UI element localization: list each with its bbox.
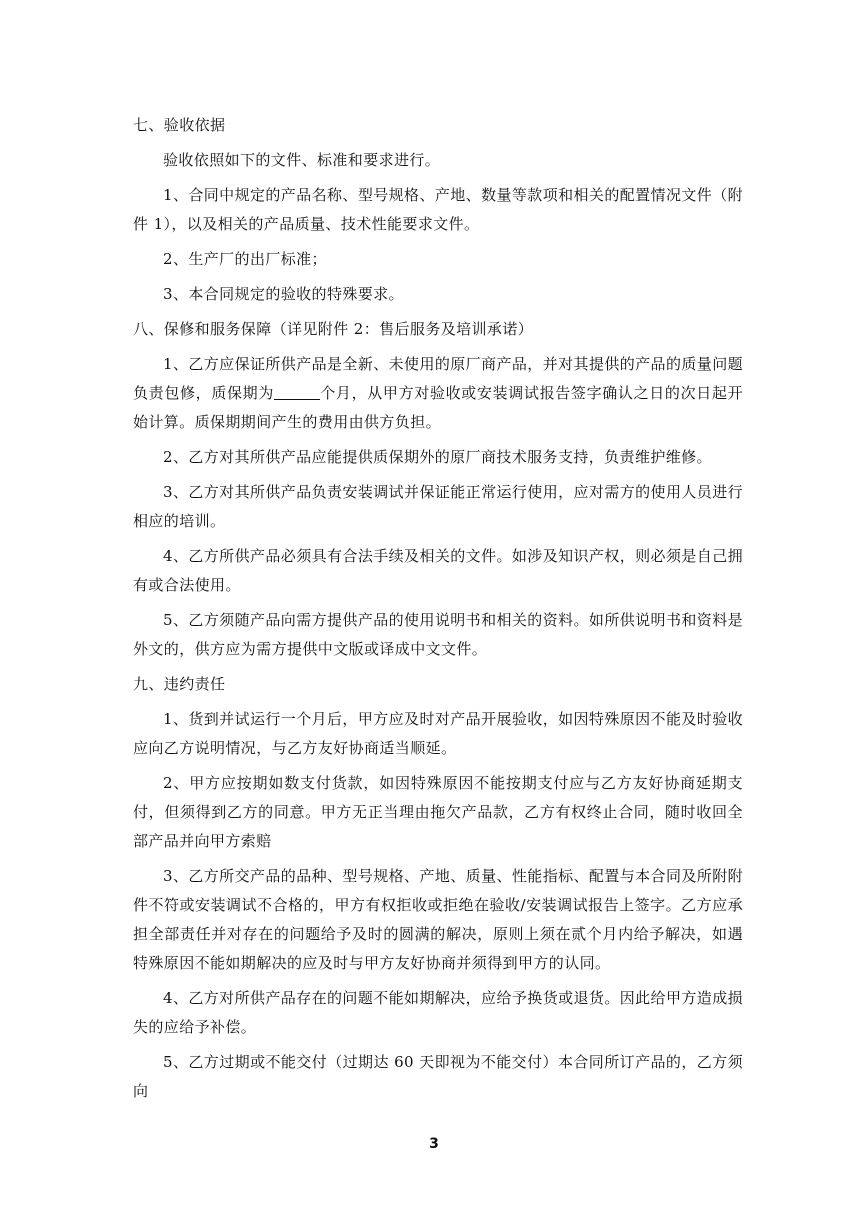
section-8-item-2: 2、乙方对其所供产品应能提供质保期外的原厂商技术服务支持，负责维护维修。 <box>163 448 712 466</box>
warranty-months-blank <box>274 385 320 400</box>
section-9-item-1: 1、货到并试运行一个月后，甲方应及时对产品开展验收，如因特殊原因不能及时验收应向乙方说明情况，与乙方友好协商适当顺延。 <box>133 710 743 757</box>
section-8-item-5: 5、乙方须随产品向需方提供产品的使用说明书和相关的资料。如所供说明书和资料是外文的，供方应为需方提供中文版或译成中文文件。 <box>133 611 743 658</box>
section-7-heading: 七、验收依据 <box>133 116 226 134</box>
section-7-item-1: 1、合同中规定的产品名称、型号规格、产地、数量等款项和相关的配置情况文件（附件 1），以及相关的产品质量、技术性能要求文件。 <box>133 186 743 233</box>
section-9-item-5: 5、乙方过期或不能交付（过期达 60 天即视为不能交付）本合同所订产品的，乙方须向 <box>133 1053 743 1100</box>
section-8-item-1 <box>133 350 743 437</box>
section-7-item-2: 2、生产厂的出厂标准； <box>163 250 327 268</box>
section-8-heading: 八、保修和服务保障（详见附件 2：售后服务及培训承诺） <box>133 320 534 338</box>
section-8-item-3: 3、乙方对其所供产品负责安装调试并保证能正常运行使用，应对需方的使用人员进行相应的培训。 <box>133 483 743 530</box>
section-9-item-4: 4、乙方对所供产品存在的问题不能如期解决，应给予换货或退货。因此给甲方造成损失的应给予补偿。 <box>133 989 743 1036</box>
section-8-item-1-text-a: 1、乙方应保证所供产品是全新、未使用的原厂商产品，并对其提供的产品的质量问题负责包修，质保期为 <box>133 355 743 402</box>
document-body <box>133 111 743 1112</box>
section-8-item-4: 4、乙方所供产品必须具有合法手续及相关的文件。如涉及知识产权，则必须是自己拥有或合法使用。 <box>133 547 743 594</box>
section-7-item-3: 3、本合同规定的验收的特殊要求。 <box>163 285 404 303</box>
section-9-item-2: 2、甲方应按期如数支付货款，如因特殊原因不能按期支付应与乙方友好协商延期支付，但须得到乙方的同意。甲方无正当理由拖欠产品款，乙方有权终止合同，随时收回全部产品并向甲方索赔 <box>133 774 743 850</box>
section-9-item-3: 3、乙方所交产品的品种、型号规格、产地、质量、性能指标、配置与本合同及所附附件不符或安装调试不合格的，甲方有权拒收或拒绝在验收/安装调试报告上签字。乙方应承担全部责任并对存在的问题给予及时的圆满的解决，原则上须在贰个月内给予解决，如遇特殊原因不能如期解决的应及时与甲方友好协商并须得到甲方的认同。 <box>133 867 743 972</box>
section-8-item-1-text-b: 个月，从甲方对验收或安装调试报告签字确认之日的次日起开始计算。质保期期间产生的费用由供方负担。 <box>133 384 743 431</box>
section-7-intro: 验收依照如下的文件、标准和要求进行。 <box>163 151 441 169</box>
section-9-heading: 九、违约责任 <box>133 675 226 693</box>
page-number: 3 <box>429 1136 439 1152</box>
